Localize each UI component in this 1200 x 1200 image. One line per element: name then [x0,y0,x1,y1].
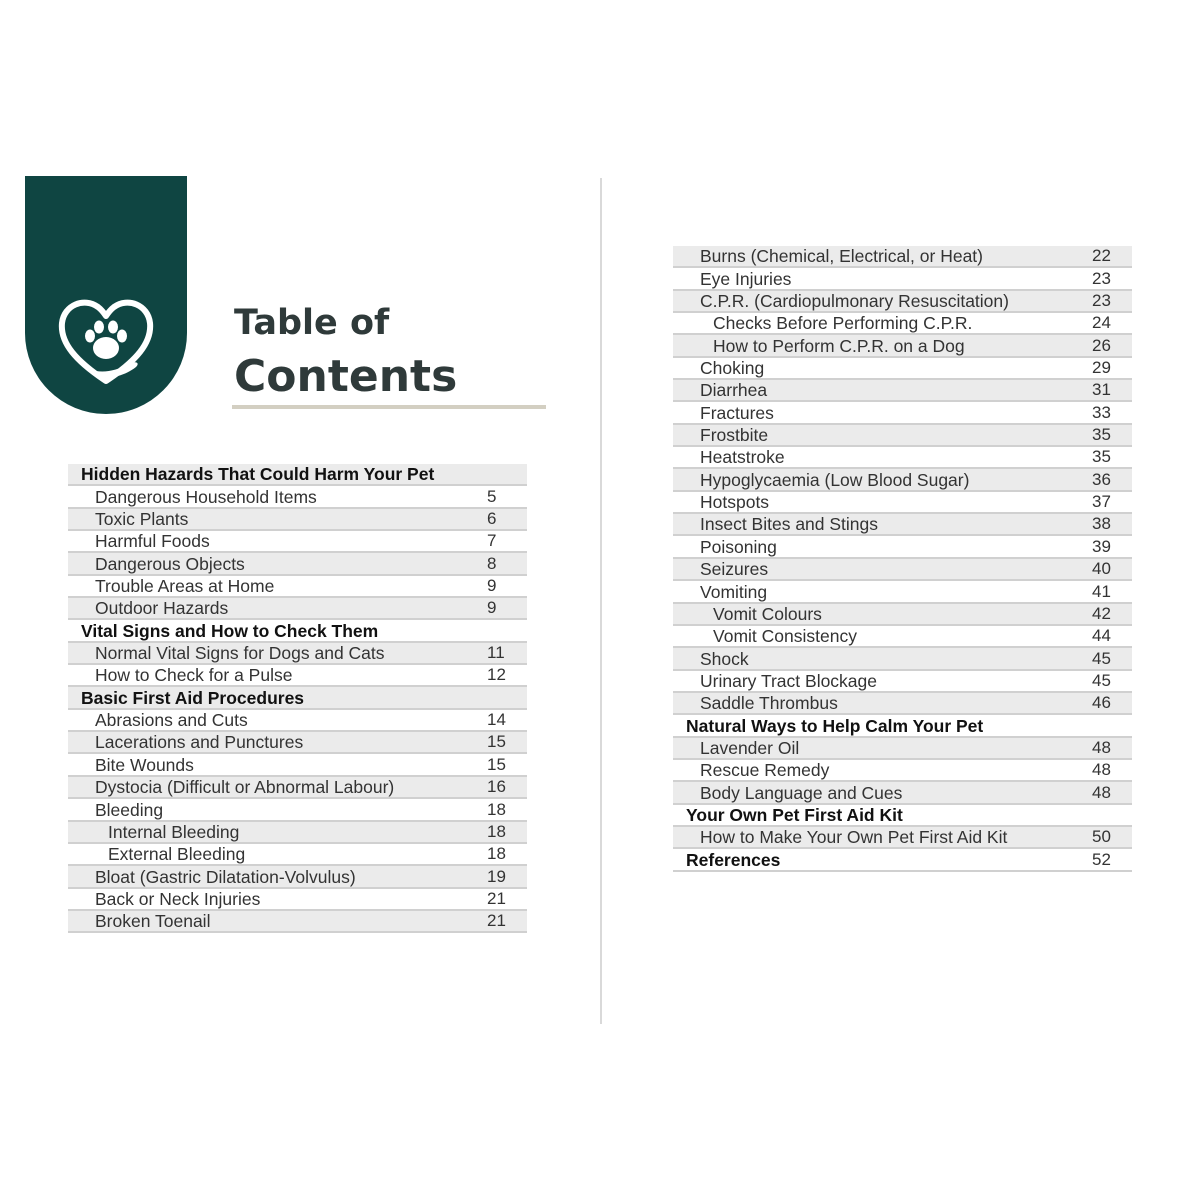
toc-entry-label: Fractures [700,402,774,423]
toc-entry[interactable] [673,246,1132,268]
toc-page-number: 37 [1092,492,1111,512]
toc-page-number: 19 [487,866,506,886]
toc-page-number: 42 [1092,603,1111,623]
toc-entry-label: Normal Vital Signs for Dogs and Cats [95,643,385,664]
toc-entry[interactable] [673,693,1132,715]
toc-entry[interactable] [68,576,527,598]
toc-page-number: 50 [1092,827,1111,847]
toc-entry[interactable] [68,710,527,732]
toc-entry[interactable] [673,313,1132,335]
toc-section-heading[interactable] [68,620,527,642]
toc-entry[interactable] [673,514,1132,536]
toc-page-number: 35 [1092,447,1111,467]
toc-page-number: 31 [1092,380,1111,400]
toc-page-number: 12 [487,665,506,685]
toc-entry-label: Hidden Hazards That Could Harm Your Pet [81,464,435,485]
toc-entry-label: References [686,849,781,870]
toc-page-number: 45 [1092,670,1111,690]
toc-page-number: 29 [1092,358,1111,378]
toc-page-number: 9 [487,576,497,596]
toc-page-number: 35 [1092,425,1111,445]
toc-entry-label: Urinary Tract Blockage [700,670,878,691]
toc-entry[interactable] [68,509,527,531]
toc-page-number: 26 [1092,335,1111,355]
toc-page-number: 38 [1092,514,1111,534]
toc-page-number: 48 [1092,782,1111,802]
toc-entry[interactable] [673,782,1132,804]
toc-entry[interactable] [673,604,1132,626]
toc-entry-label: Broken Toenail [95,911,211,932]
toc-left-column [68,464,527,933]
toc-entry-label: Outdoor Hazards [95,598,229,619]
toc-entry-label: Frostbite [700,425,769,446]
toc-entry-label: Rescue Remedy [700,760,830,781]
toc-entry-label: Eye Injuries [700,268,792,289]
toc-entry-label: Back or Neck Injuries [95,888,261,909]
toc-entry-label: Bloat (Gastric Dilatation-Volvulus) [95,866,356,887]
toc-page-number: 15 [487,754,506,774]
toc-entry-label: Internal Bleeding [108,821,240,842]
toc-entry[interactable] [68,486,527,508]
toc-page-number: 15 [487,732,506,752]
column-divider [600,178,602,1024]
toc-entry-label: Abrasions and Cuts [95,710,248,731]
toc-page-number: 52 [1092,849,1111,869]
toc-page-number: 36 [1092,469,1111,489]
toc-page-number: 21 [487,911,506,931]
toc-entry[interactable] [68,844,527,866]
toc-entry-label: Trouble Areas at Home [95,576,275,597]
page-title [234,300,457,406]
toc-page-number: 16 [487,777,506,797]
logo-badge [25,176,187,414]
toc-entry[interactable] [68,777,527,799]
toc-entry-label: Heatstroke [700,447,785,468]
toc-section-heading[interactable] [673,805,1132,827]
toc-entry-label: Dangerous Objects [95,553,245,574]
toc-page-number: 11 [487,643,505,663]
toc-entry-label: Bite Wounds [95,754,194,775]
toc-page-number: 9 [487,598,497,618]
toc-entry-label: Toxic Plants [95,509,189,530]
toc-entry[interactable] [68,911,527,933]
heart-paw-hand-icon [56,293,156,393]
toc-entry-label: Lacerations and Punctures [95,732,304,753]
toc-entry[interactable] [673,447,1132,469]
toc-entry[interactable] [68,754,527,776]
toc-entry-label: Harmful Foods [95,531,210,552]
toc-entry-label: Bleeding [95,799,164,820]
toc-entry-label: Natural Ways to Help Calm Your Pet [686,715,984,736]
toc-entry-label: Shock [700,648,749,669]
toc-entry-label: Poisoning [700,536,777,557]
toc-entry[interactable] [673,559,1132,581]
toc-entry-label: Checks Before Performing C.P.R. [713,313,973,334]
toc-entry[interactable] [68,643,527,665]
toc-entry-label: How to Check for a Pulse [95,665,293,686]
toc-entry-label: Vomit Colours [713,603,822,624]
toc-entry[interactable] [673,581,1132,603]
toc-page-number: 18 [487,799,506,819]
toc-section-heading[interactable] [673,715,1132,737]
toc-entry-label: Seizures [700,559,769,580]
toc-entry-label: Dystocia (Difficult or Abnormal Labour) [95,777,395,798]
toc-page-number: 23 [1092,291,1111,311]
toc-page-number: 48 [1092,760,1111,780]
toc-entry[interactable] [673,358,1132,380]
toc-page-number: 41 [1092,581,1111,601]
toc-entry-label: Burns (Chemical, Electrical, or Heat) [700,246,983,267]
toc-page-number: 23 [1092,268,1111,288]
toc-entry-label: Choking [700,358,765,379]
toc-page-number: 24 [1092,313,1111,333]
toc-entry[interactable] [68,732,527,754]
toc-entry-label: Body Language and Cues [700,782,903,803]
toc-entry-label: Vomiting [700,581,768,602]
toc-page-number: 40 [1092,559,1111,579]
toc-entry-label: Hypoglycaemia (Low Blood Sugar) [700,469,970,490]
toc-page-number: 21 [487,888,506,908]
toc-entry-label: Lavender Oil [700,737,800,758]
toc-entry-label: External Bleeding [108,844,246,865]
toc-entry[interactable] [673,827,1132,849]
toc-entry[interactable] [68,531,527,553]
toc-entry[interactable] [673,671,1132,693]
toc-entry[interactable] [673,492,1132,514]
toc-page-number: 22 [1092,246,1111,266]
toc-entry[interactable] [673,738,1132,760]
toc-section-heading[interactable] [673,849,1132,871]
toc-entry[interactable] [673,760,1132,782]
toc-entry[interactable] [68,665,527,687]
toc-entry-label: C.P.R. (Cardiopulmonary Resuscitation) [700,291,1009,312]
toc-page-number: 45 [1092,648,1111,668]
toc-entry[interactable] [68,553,527,575]
toc-page-number: 14 [487,710,506,730]
toc-right-column [673,246,1132,872]
toc-entry-label: Insect Bites and Stings [700,514,879,535]
toc-entry[interactable] [673,380,1132,402]
toc-entry-label: Your Own Pet First Aid Kit [686,804,903,825]
toc-entry[interactable] [673,335,1132,357]
toc-entry[interactable] [68,889,527,911]
toc-entry-label: Hotspots [700,492,770,513]
toc-entry-label: Saddle Thrombus [700,693,838,714]
toc-page-number: 48 [1092,737,1111,757]
toc-entry[interactable] [673,425,1132,447]
toc-page-number: 18 [487,844,506,864]
title-line-2: Contents [234,351,458,402]
toc-entry[interactable] [68,799,527,821]
toc-entry-label: Basic First Aid Procedures [81,687,305,708]
toc-entry-label: Diarrhea [700,380,768,401]
title-underline [232,405,546,409]
toc-entry[interactable] [673,469,1132,491]
toc-page-number: 39 [1092,536,1111,556]
toc-entry[interactable] [68,866,527,888]
toc-entry[interactable] [673,268,1132,290]
toc-entry[interactable] [68,598,527,620]
toc-entry[interactable] [673,626,1132,648]
toc-section-heading[interactable] [68,464,527,486]
toc-entry-label: Vomit Consistency [713,626,857,647]
toc-page-number: 44 [1092,626,1111,646]
toc-page-number: 7 [487,531,497,551]
toc-page-number: 33 [1092,402,1111,422]
toc-page-number: 46 [1092,693,1111,713]
title-line-1: Table of [234,303,390,343]
toc-entry-label: Dangerous Household Items [95,486,317,507]
toc-entry[interactable] [673,291,1132,313]
toc-page-number: 6 [487,509,497,529]
toc-entry[interactable] [673,402,1132,424]
toc-section-heading[interactable] [68,687,527,709]
toc-page-number: 8 [487,553,497,573]
toc-entry-label: How to Make Your Own Pet First Aid Kit [700,827,1008,848]
toc-page-number: 5 [487,486,497,506]
toc-entry[interactable] [673,648,1132,670]
toc-entry-label: Vital Signs and How to Check Them [81,620,379,641]
toc-entry[interactable] [68,822,527,844]
toc-entry-label: How to Perform C.P.R. on a Dog [713,335,965,356]
toc-entry[interactable] [673,536,1132,558]
toc-page-number: 18 [487,821,506,841]
